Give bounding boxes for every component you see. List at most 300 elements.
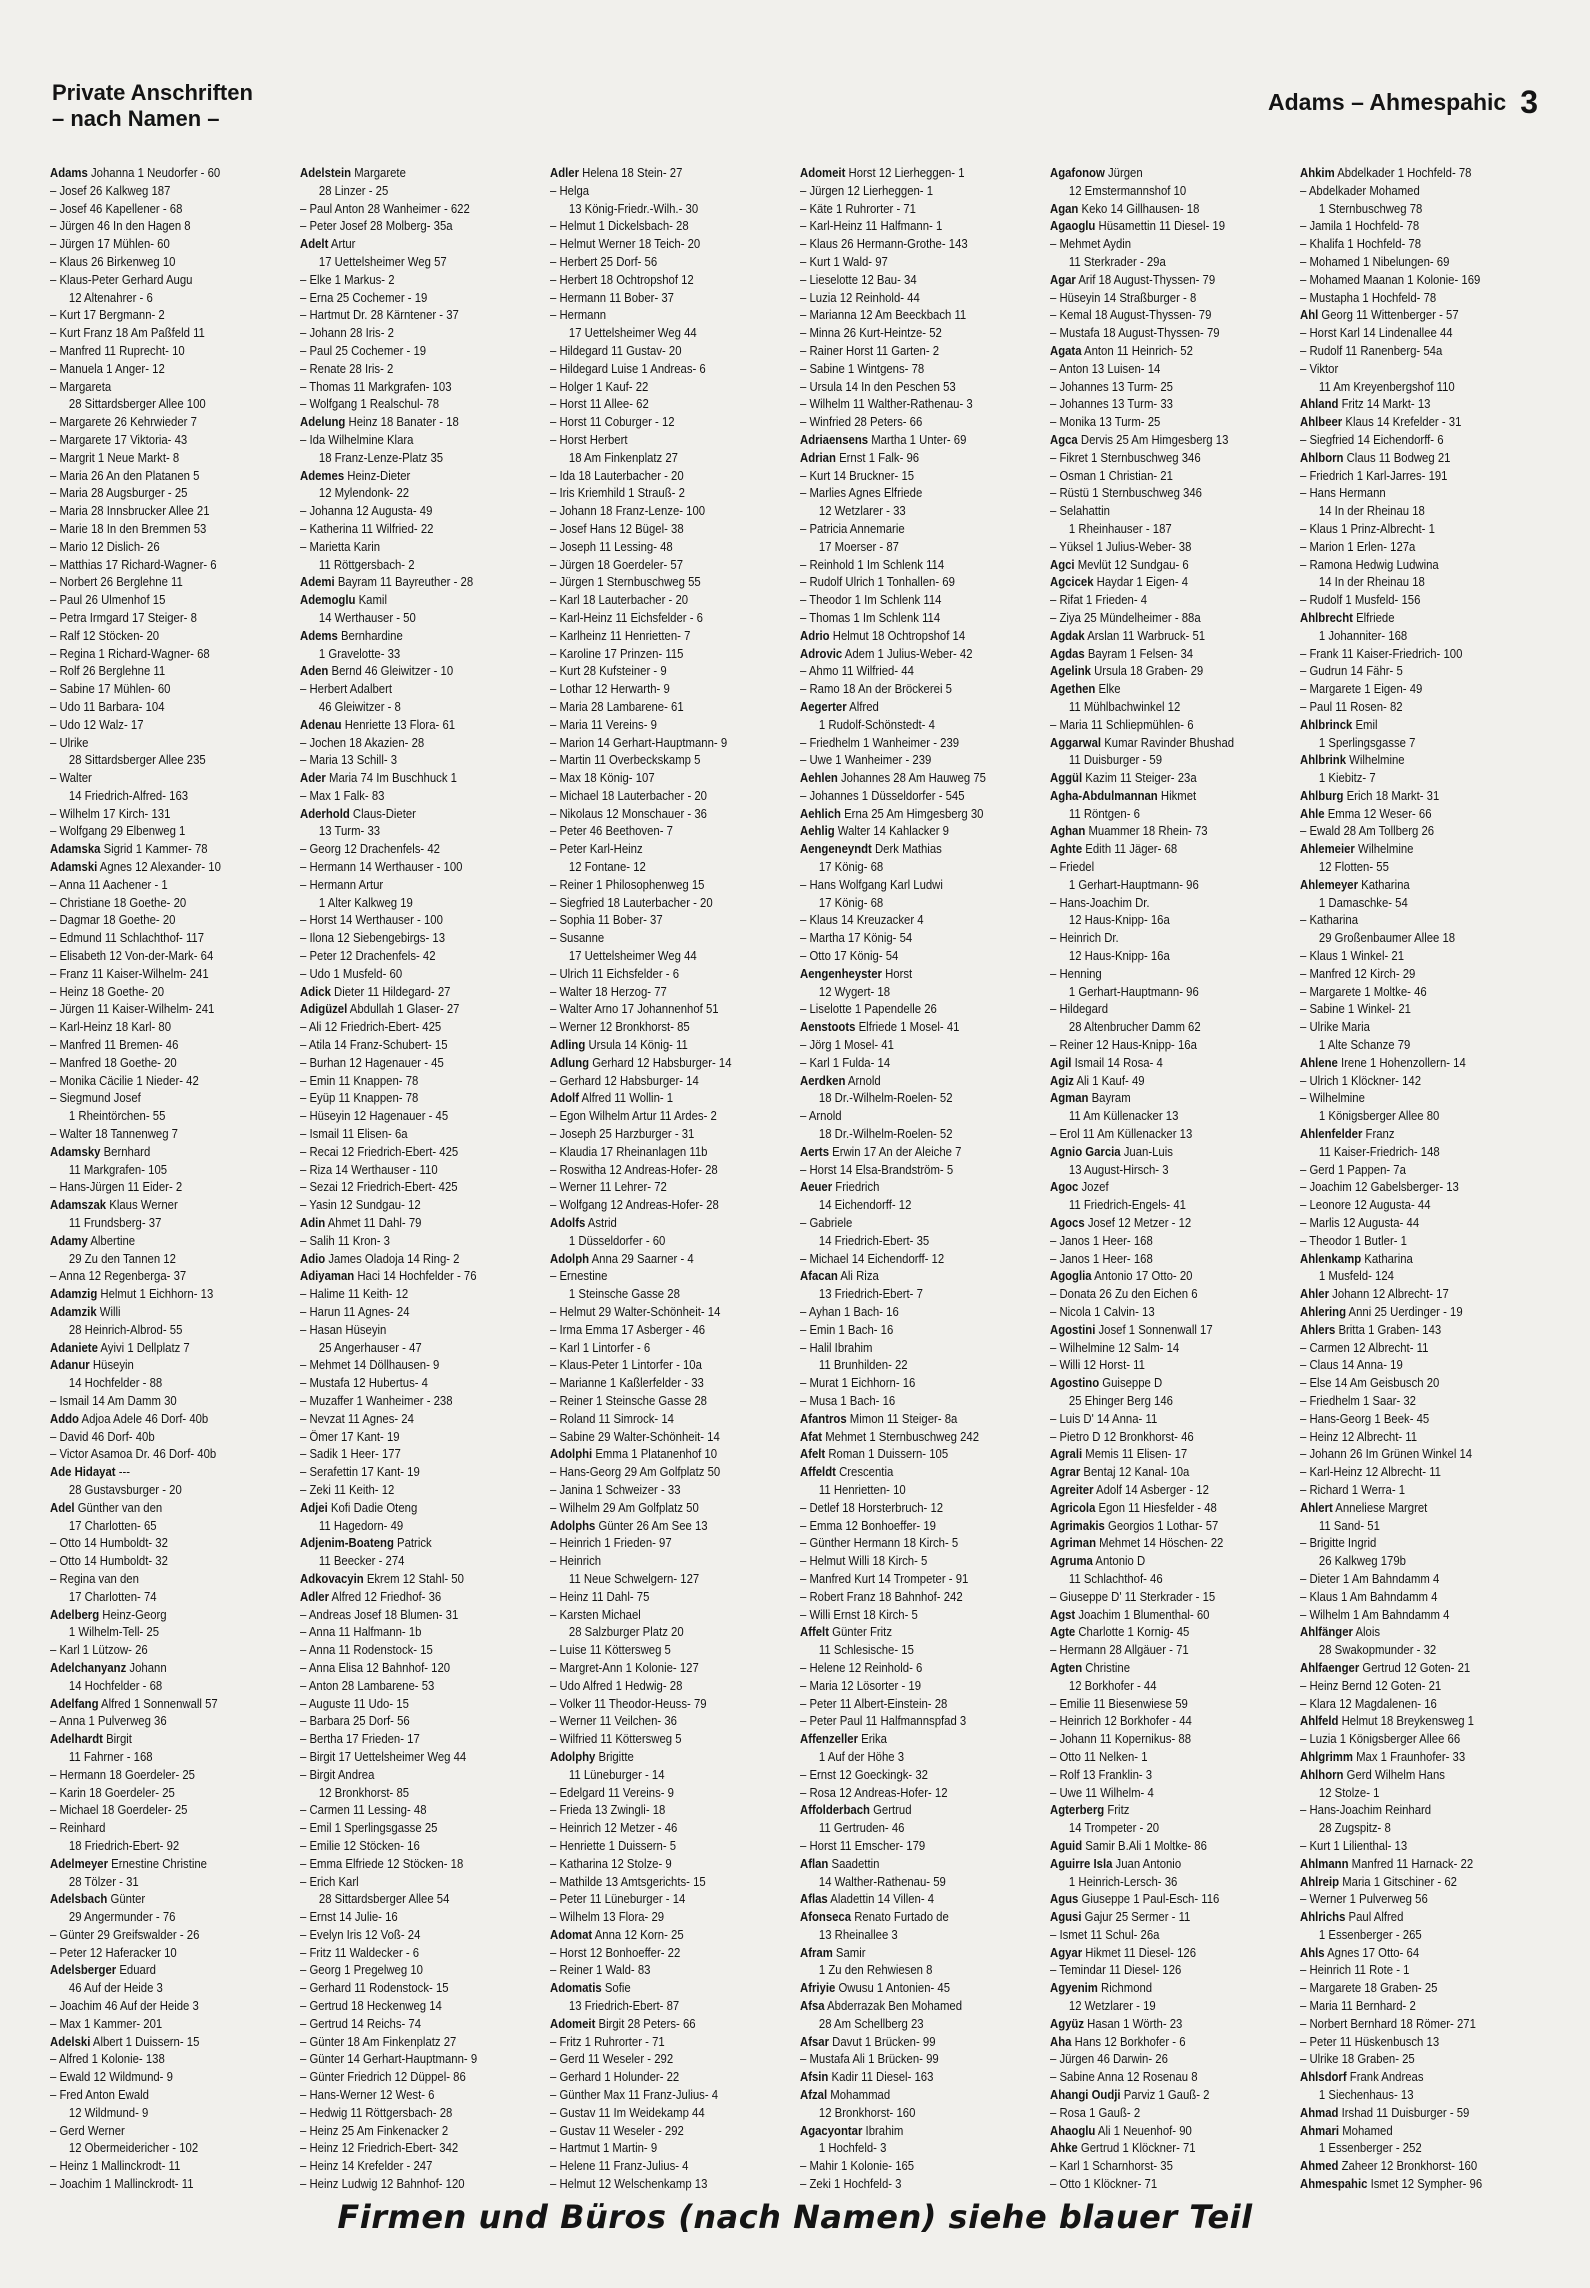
directory-entry	[550, 680, 789, 698]
entry-surname: Agoc	[1050, 1179, 1079, 1195]
entry-details: – Sabine 1 Wintgens- 78	[800, 360, 925, 376]
entry-details: – Muzaffer 1 Wanheimer - 238	[300, 1392, 453, 1408]
directory-entry	[300, 1303, 539, 1321]
entry-details: Bernd 46 Gleiwitzer - 10	[328, 663, 454, 679]
entry-surname: Agyüz	[1050, 2015, 1085, 2031]
entry-details: Bayram	[1088, 1090, 1131, 1106]
directory-entry	[1300, 413, 1539, 431]
directory-entry	[1050, 1428, 1289, 1446]
entry-details: – Reiner 12 Haus-Knipp- 16a	[1050, 1037, 1197, 1053]
entry-details: – Mohamed Maanan 1 Kolonie- 169	[1300, 271, 1481, 287]
entry-surname: Ahlenfelder	[1300, 1126, 1363, 1142]
entry-surname: Adamzig	[50, 1286, 98, 1302]
directory-entry	[1050, 627, 1289, 645]
entry-details: – Peter 11 Hüskenbusch 13	[1300, 2033, 1440, 2049]
directory-entry	[800, 1214, 1039, 1232]
entry-surname: Agca	[1050, 431, 1078, 447]
directory-entry	[1050, 395, 1289, 413]
entry-details: – Franz 11 Kaiser-Wilhelm- 241	[50, 965, 209, 981]
directory-entry	[1300, 217, 1539, 235]
entry-details: – Klaus 1 Am Bahndamm 4	[1300, 1588, 1438, 1604]
directory-entry	[550, 1979, 789, 1997]
directory-entry: 29 Großenbaumer Allee 18	[1318, 930, 1456, 946]
entry-details: – Reinhard	[50, 1820, 106, 1836]
entry-details: – Anna 11 Halfmann- 1b	[300, 1624, 422, 1640]
directory-entry	[800, 1623, 1039, 1641]
directory-entry	[1300, 2033, 1539, 2051]
directory-entry: 12 Emstermannshof 10	[1068, 182, 1187, 198]
entry-details: – Salih 11 Kron- 3	[300, 1232, 390, 1248]
directory-entry: 14 In der Rheinau 18	[1318, 503, 1425, 519]
directory-entry	[300, 1997, 539, 2015]
entry-surname: Agnio Garcia	[1050, 1143, 1121, 1159]
entry-details: Hüseyin	[89, 1357, 134, 1373]
entry-details: – Hüseyin 14 Straßburger - 8	[1050, 289, 1197, 305]
directory-entry	[550, 289, 789, 307]
entry-details: Bayram 1 Felsen- 34	[1084, 645, 1194, 661]
entry-details: – Joseph 11 Lessing- 48	[550, 538, 673, 554]
directory-entry	[1050, 271, 1289, 289]
entry-details: – Gudrun 14 Fähr- 5	[1300, 663, 1403, 679]
directory-entry	[800, 1712, 1039, 1730]
directory-entry	[50, 627, 289, 645]
directory-entry: 1 Hochfeld- 3	[818, 2140, 887, 2156]
entry-details: – Horst 11 Coburger - 12	[550, 414, 675, 430]
entry-surname: Ahlhorn	[1300, 1766, 1344, 1782]
section-title-line2: – nach Namen –	[52, 106, 220, 131]
directory-entry: 17 Uettelsheimer Weg 44	[568, 948, 697, 964]
directory-entry	[300, 1837, 539, 1855]
entry-details: – Klaus 14 Kreuzacker 4	[800, 912, 924, 928]
entry-surname: Afzal	[800, 2087, 828, 2103]
entry-details: – Carmen 12 Albrecht- 11	[1300, 1339, 1429, 1355]
directory-entry	[50, 306, 289, 324]
directory-entry	[300, 1801, 539, 1819]
entry-details: – Hans Wolfgang Karl Ludwi	[800, 876, 943, 892]
directory-entry	[50, 2033, 289, 2051]
directory-entry	[800, 2050, 1039, 2068]
entry-details: – Wolfgang 1 Realschul- 78	[300, 396, 440, 412]
directory-entry	[550, 1428, 789, 1446]
directory-entry: 14 Friedrich-Ebert- 35	[818, 1232, 930, 1248]
directory-entry	[1300, 1428, 1539, 1446]
entry-surname: Ahlrichs	[1300, 1909, 1346, 1925]
entry-details: – Hermann	[550, 307, 607, 323]
entry-details: Mohammad	[827, 2087, 891, 2103]
entry-details: – Margarete 17 Viktoria- 43	[50, 431, 188, 447]
entry-details: – Peter 12 Haferacker 10	[50, 1944, 177, 1960]
entry-details: – Karl-Heinz 11 Halfmann- 1	[800, 218, 943, 234]
entry-details: – Käte 1 Ruhrorter - 71	[800, 200, 917, 216]
entry-details: – Ulrich 11 Eichsfelder - 6	[550, 965, 680, 981]
directory-entry	[1300, 1214, 1539, 1232]
entry-details: – Wilhelmine	[1300, 1090, 1365, 1106]
entry-details: – Susanne	[550, 930, 605, 946]
entry-surname: Ahlgrimm	[1300, 1748, 1353, 1764]
directory-entry: 12 Flotten- 55	[1318, 859, 1389, 875]
directory-entry	[800, 1997, 1039, 2015]
entry-details: – Hartmut 1 Martin- 9	[550, 2140, 658, 2156]
entry-details: Davut 1 Brücken- 99	[828, 2033, 936, 2049]
entry-details: – Anna 12 Regenberga- 37	[50, 1268, 187, 1284]
directory-entry	[550, 627, 789, 645]
directory-entry	[1300, 164, 1539, 182]
entry-surname: Adrian	[800, 449, 836, 465]
entry-surname: Adelsbach	[50, 1891, 108, 1907]
entry-details: – Johann 11 Kopernikus- 88	[1050, 1731, 1192, 1747]
entry-details: – Willi Ernst 18 Kirch- 5	[800, 1606, 918, 1622]
directory-entry	[550, 1499, 789, 1517]
directory-entry	[50, 911, 289, 929]
entry-details: – Ulrike 18 Graben- 25	[1300, 2051, 1415, 2067]
directory-entry	[1300, 289, 1539, 307]
entry-surname: Ahlfänger	[1300, 1624, 1353, 1640]
entry-details: – Wilhelmine 12 Salm- 14	[1050, 1339, 1180, 1355]
directory-entry	[550, 2033, 789, 2051]
entry-details: – Arnold	[800, 1108, 842, 1124]
entry-details: – Rudolf 1 Musfeld- 156	[1300, 592, 1421, 608]
directory-entry	[50, 1072, 289, 1090]
directory-entry	[800, 164, 1039, 182]
entry-details: – Fritz 1 Ruhrorter - 71	[550, 2033, 665, 2049]
entry-details: – Atila 14 Franz-Schubert- 15	[300, 1037, 448, 1053]
directory-entry	[300, 1873, 539, 1891]
entry-details: Katharina	[1358, 876, 1410, 892]
entry-details: – Janos 1 Heer- 168	[1050, 1250, 1153, 1266]
directory-entry	[300, 2157, 539, 2175]
entry-surname: Ahlemeyer	[1300, 876, 1359, 892]
directory-entry	[300, 1908, 539, 1926]
entry-details: – Gustav 11 Weseler - 292	[550, 2122, 684, 2138]
directory-entry: 12 Wygert- 18	[818, 983, 891, 999]
entry-details: – Janos 1 Heer- 168	[1050, 1232, 1153, 1248]
directory-entry	[550, 1801, 789, 1819]
directory-entry	[1050, 2068, 1289, 2086]
directory-entry	[50, 217, 289, 235]
directory-entry	[800, 253, 1039, 271]
entry-details: – Siegmund Josef	[50, 1090, 141, 1106]
entry-details: – Hasan Hüseyin	[300, 1321, 387, 1337]
entry-details: – Gerhard 11 Rodenstock- 15	[300, 1980, 449, 1996]
entry-details: – Katharina 12 Stolze- 9	[550, 1855, 672, 1871]
entry-details: – Michael 18 Lauterbacher - 20	[550, 787, 707, 803]
entry-details: – Emin 11 Knappen- 78	[300, 1072, 419, 1088]
directory-entry	[1050, 2175, 1289, 2193]
entry-details: – Rüstü 1 Sternbuschweg 346	[1050, 485, 1202, 501]
entry-details: Hikmet	[1157, 787, 1197, 803]
entry-details: – Carmen 11 Lessing- 48	[300, 1802, 427, 1818]
entry-details: Heinz-Georg	[99, 1606, 167, 1622]
directory-entry	[800, 1730, 1039, 1748]
entry-details: – Hüseyin 12 Hagenauer - 45	[300, 1108, 449, 1124]
entry-details: – Udo 1 Musfeld- 60	[300, 965, 403, 981]
directory-entry: 1 Rheintörchen- 55	[68, 1108, 166, 1124]
directory-entry: 11 Am Kreyenbergshof 110	[1318, 378, 1455, 394]
entry-details: – Helmut Willi 18 Kirch- 5	[800, 1553, 928, 1569]
directory-entry	[300, 1730, 539, 1748]
directory-entry: 12 Haus-Knipp- 16a	[1068, 948, 1170, 964]
entry-details: – Iris Kriemhild 1 Strauß- 2	[550, 485, 685, 501]
entry-details: – Hans-Joachim Reinhard	[1300, 1802, 1432, 1818]
entry-details: – Murat 1 Eichhorn- 16	[800, 1375, 916, 1391]
entry-details: – Donata 26 Zu den Eichen 6	[1050, 1286, 1198, 1302]
entry-surname: Adelhardt	[50, 1731, 103, 1747]
directory-entry	[550, 591, 789, 609]
entry-details: – Heinz 12 Albrecht- 11	[1300, 1428, 1418, 1444]
entry-details: Helmut 18 Breykensweg 1	[1338, 1713, 1474, 1729]
directory-entry	[550, 1072, 789, 1090]
entry-details: – Katharina	[1300, 912, 1359, 928]
directory-entry	[550, 556, 789, 574]
directory-entry	[550, 1250, 789, 1268]
entry-details: Georgios 1 Lothar- 57	[1104, 1517, 1219, 1533]
entry-surname: Ahmari	[1300, 2122, 1340, 2138]
directory-entry	[800, 1143, 1039, 1161]
directory-entry	[300, 2033, 539, 2051]
directory-entry	[1300, 1285, 1539, 1303]
directory-entry	[800, 200, 1039, 218]
entry-details: – Ramo 18 An der Bröckerei 5	[800, 681, 952, 697]
directory-entry	[550, 1392, 789, 1410]
entry-surname: Adigüzel	[300, 1001, 348, 1017]
entry-details: – Rosa 1 Gauß- 2	[1050, 2104, 1141, 2120]
directory-entry	[800, 1018, 1039, 1036]
entry-details: Henriette 13 Flora- 61	[341, 716, 456, 732]
directory-entry	[550, 520, 789, 538]
entry-surname: Affelt	[800, 1624, 829, 1640]
directory-entry	[300, 2122, 539, 2140]
directory-entry	[1300, 1196, 1539, 1214]
entry-details: Arslan 11 Warbruck- 51	[1084, 627, 1206, 643]
entry-details: – Ralf 12 Stöcken- 20	[50, 627, 160, 643]
entry-details: Artur	[328, 236, 356, 252]
entry-surname: Agci	[1050, 556, 1075, 572]
entry-details: Aladettin 14 Villen- 4	[827, 1891, 935, 1907]
directory-entry	[50, 894, 289, 912]
directory-entry	[50, 1801, 289, 1819]
directory-entry: 28 Gustavsburger - 20	[68, 1481, 182, 1497]
directory-entry	[300, 1606, 539, 1624]
entry-details: – Ewald 12 Wildmund- 9	[50, 2069, 173, 2085]
directory-entry	[1300, 1534, 1539, 1552]
directory-entry	[800, 876, 1039, 894]
directory-entry	[50, 1143, 289, 1161]
directory-entry: 18 Dr.-Wilhelm-Roelen- 52	[818, 1090, 953, 1106]
entry-details: – Kurt Franz 18 Am Paßfeld 11	[50, 325, 205, 341]
directory-entry: 18 Dr.-Wilhelm-Roelen- 52	[818, 1126, 953, 1142]
entry-surname: Agte	[1050, 1624, 1076, 1640]
directory-entry	[800, 1766, 1039, 1784]
directory-entry	[1300, 2050, 1539, 2068]
directory-entry	[300, 1944, 539, 1962]
entry-details: – Günter 29 Greifswalder - 26	[50, 1926, 200, 1942]
directory-entry	[300, 2175, 539, 2193]
directory-entry	[50, 769, 289, 787]
entry-details: Giuseppe 1 Paul-Esch- 116	[1078, 1891, 1220, 1907]
directory-entry	[1300, 1623, 1539, 1641]
entry-surname: Affenzeller	[800, 1731, 858, 1747]
entry-details: – Karlheinz 11 Henrietten- 7	[550, 627, 691, 643]
entry-surname: Adems	[300, 627, 338, 643]
directory-entry	[1300, 751, 1539, 769]
entry-details: – Pietro D 12 Bronkhorst- 46	[1050, 1428, 1194, 1444]
entry-surname: Agyar	[1050, 1944, 1083, 1960]
directory-entry	[1300, 787, 1539, 805]
directory-entry: 28 Salzburger Platz 20	[568, 1624, 684, 1640]
directory-entry	[1300, 1250, 1539, 1268]
directory-entry	[550, 2122, 789, 2140]
entry-details: – Helmut 12 Welschenkamp 13	[550, 2176, 708, 2192]
entry-details: Erika	[857, 1731, 887, 1747]
directory-entry: 1 Gerhart-Hauptmann- 96	[1068, 876, 1199, 892]
directory-entry	[550, 1748, 789, 1766]
directory-entry	[800, 1606, 1039, 1624]
directory-entry	[50, 1784, 289, 1802]
entry-details: – Reiner 1 Wald- 83	[550, 1962, 651, 1978]
directory-entry	[550, 395, 789, 413]
entry-surname: Aengenheyster	[800, 965, 882, 981]
entry-surname: Aflas	[800, 1891, 828, 1907]
directory-entry	[50, 1499, 289, 1517]
directory-entry	[50, 1089, 289, 1107]
directory-entry: 18 Friedrich-Ebert- 92	[68, 1837, 180, 1853]
directory-entry	[300, 520, 539, 538]
entry-surname: Adomeit	[550, 2015, 596, 2031]
entry-details: – Ida Wilhelmine Klara	[300, 431, 414, 447]
directory-entry	[300, 289, 539, 307]
directory-entry	[1300, 1890, 1539, 1908]
entry-details: Johannes 28 Am Hauweg 75	[837, 770, 986, 786]
directory-entry: 11 Frundsberg- 37	[68, 1215, 162, 1231]
entry-surname: Afantros	[800, 1410, 847, 1426]
entry-details: – Friedrich 1 Karl-Jarres- 191	[1300, 467, 1448, 483]
directory-entry	[1050, 2015, 1289, 2033]
entry-details: – Rudolf 11 Ranenberg- 54a	[1300, 342, 1443, 358]
entry-details: – Margarete 1 Eigen- 49	[1300, 681, 1423, 697]
directory-entry	[50, 591, 289, 609]
directory-entry	[1300, 1339, 1539, 1357]
entry-details: – Theodor 1 Im Schlenk 114	[800, 592, 942, 608]
directory-entry: 11 Schlachthof- 46	[1068, 1570, 1163, 1586]
directory-entry: 17 Moerser - 87	[818, 538, 899, 554]
directory-entry	[550, 645, 789, 663]
entry-details: Alfred	[846, 698, 879, 714]
directory-entry	[300, 1855, 539, 1873]
entry-details: – Ismail 11 Elisen- 6a	[300, 1126, 408, 1142]
directory-entry	[50, 1730, 289, 1748]
entry-details: – Emil 1 Sperlingsgasse 25	[300, 1820, 438, 1836]
entry-surname: Ahlenkamp	[1300, 1250, 1362, 1266]
entry-details: – Hans-Jürgen 11 Eider- 2	[50, 1179, 183, 1195]
directory-entry	[1300, 1054, 1539, 1072]
directory-entry	[300, 840, 539, 858]
directory-entry	[300, 306, 539, 324]
entry-details: – Reiner 1 Steinsche Gasse 28	[550, 1392, 707, 1408]
directory-entry	[800, 235, 1039, 253]
entry-details: – Walter 18 Tannenweg 7	[50, 1126, 178, 1142]
directory-entry	[300, 1107, 539, 1125]
directory-entry	[1050, 662, 1289, 680]
entry-surname: Ademes	[300, 467, 345, 483]
entry-details: Martha 1 Unter- 69	[868, 431, 967, 447]
directory-entry	[1050, 1499, 1289, 1517]
directory-entry	[50, 1303, 289, 1321]
entry-surname: Adolfs	[550, 1215, 586, 1231]
entry-details: – Helga	[550, 182, 590, 198]
directory-entry	[300, 2139, 539, 2157]
directory-entry	[800, 1339, 1039, 1357]
entry-details: – Karl-Heinz 11 Eichsfelder - 6	[550, 609, 703, 625]
directory-entry	[1050, 1659, 1289, 1677]
directory-entry	[1300, 965, 1539, 983]
directory-entry	[1300, 2175, 1539, 2193]
entry-details: Agnes 17 Otto- 64	[1324, 1944, 1420, 1960]
directory-entry: 13 Turm- 33	[318, 823, 381, 839]
entry-details: – Klaus 26 Birkenweg 10	[50, 253, 176, 269]
directory-entry	[50, 1232, 289, 1250]
entry-surname: Aha	[1050, 2033, 1072, 2049]
directory-entry	[300, 805, 539, 823]
directory-entry	[550, 751, 789, 769]
entry-details: Patrick	[393, 1535, 432, 1551]
entry-surname: Ahaoglu	[1050, 2122, 1096, 2138]
directory-entry	[50, 1997, 289, 2015]
entry-details: – Martin 11 Overbeckskamp 5	[550, 752, 701, 768]
entry-details: Emma 12 Weser- 66	[1324, 805, 1432, 821]
directory-entry	[300, 1072, 539, 1090]
entry-details: – Horst 14 Elsa-Brandström- 5	[800, 1161, 954, 1177]
directory-entry: 17 Uettelsheimer Weg 57	[318, 253, 447, 269]
entry-details: – Maria 26 An den Platanen 5	[50, 467, 200, 483]
entry-details: Sofie	[601, 1980, 631, 1996]
entry-surname: Adlung	[550, 1054, 590, 1070]
directory-entry	[300, 1534, 539, 1552]
directory-entry	[50, 413, 289, 431]
entry-details: – Anna Elisa 12 Bahnhof- 120	[300, 1659, 451, 1675]
entry-details: – Hermann Artur	[300, 876, 384, 892]
directory-entry	[1300, 235, 1539, 253]
directory-entry	[50, 2050, 289, 2068]
directory-entry	[300, 2086, 539, 2104]
directory-entry	[1050, 342, 1289, 360]
entry-details: Günther van den	[74, 1499, 163, 1515]
entry-details: – Marion 1 Erlen- 127a	[1300, 538, 1416, 554]
directory-entry: 12 Haus-Knipp- 16a	[1068, 912, 1170, 928]
directory-entry	[1300, 1178, 1539, 1196]
directory-entry	[800, 1392, 1039, 1410]
directory-entry	[800, 556, 1039, 574]
directory-entry	[1050, 1054, 1289, 1072]
directory-entry	[1300, 2157, 1539, 2175]
entry-details: Johann	[126, 1659, 167, 1675]
directory-entry	[1300, 1018, 1539, 1036]
directory-entry	[1050, 413, 1289, 431]
entry-details: – Manuela 1 Anger- 12	[50, 360, 165, 376]
directory-entry	[800, 1445, 1039, 1463]
entry-details: – Minna 26 Kurt-Heintze- 52	[800, 325, 942, 341]
section-title	[52, 80, 253, 132]
entry-details: – Kurt 1 Wald- 97	[800, 253, 888, 269]
directory-entry	[50, 1392, 289, 1410]
directory-entry	[800, 2068, 1039, 2086]
directory-entry	[300, 1232, 539, 1250]
directory-entry: 1 Düsseldorfer - 60	[568, 1232, 666, 1248]
entry-details: – Emma 12 Bonhoeffer- 19	[800, 1517, 936, 1533]
entry-details: Bernhard	[100, 1143, 151, 1159]
directory-entry	[50, 467, 289, 485]
directory-entry	[550, 1784, 789, 1802]
entry-surname: Adams	[50, 165, 88, 180]
